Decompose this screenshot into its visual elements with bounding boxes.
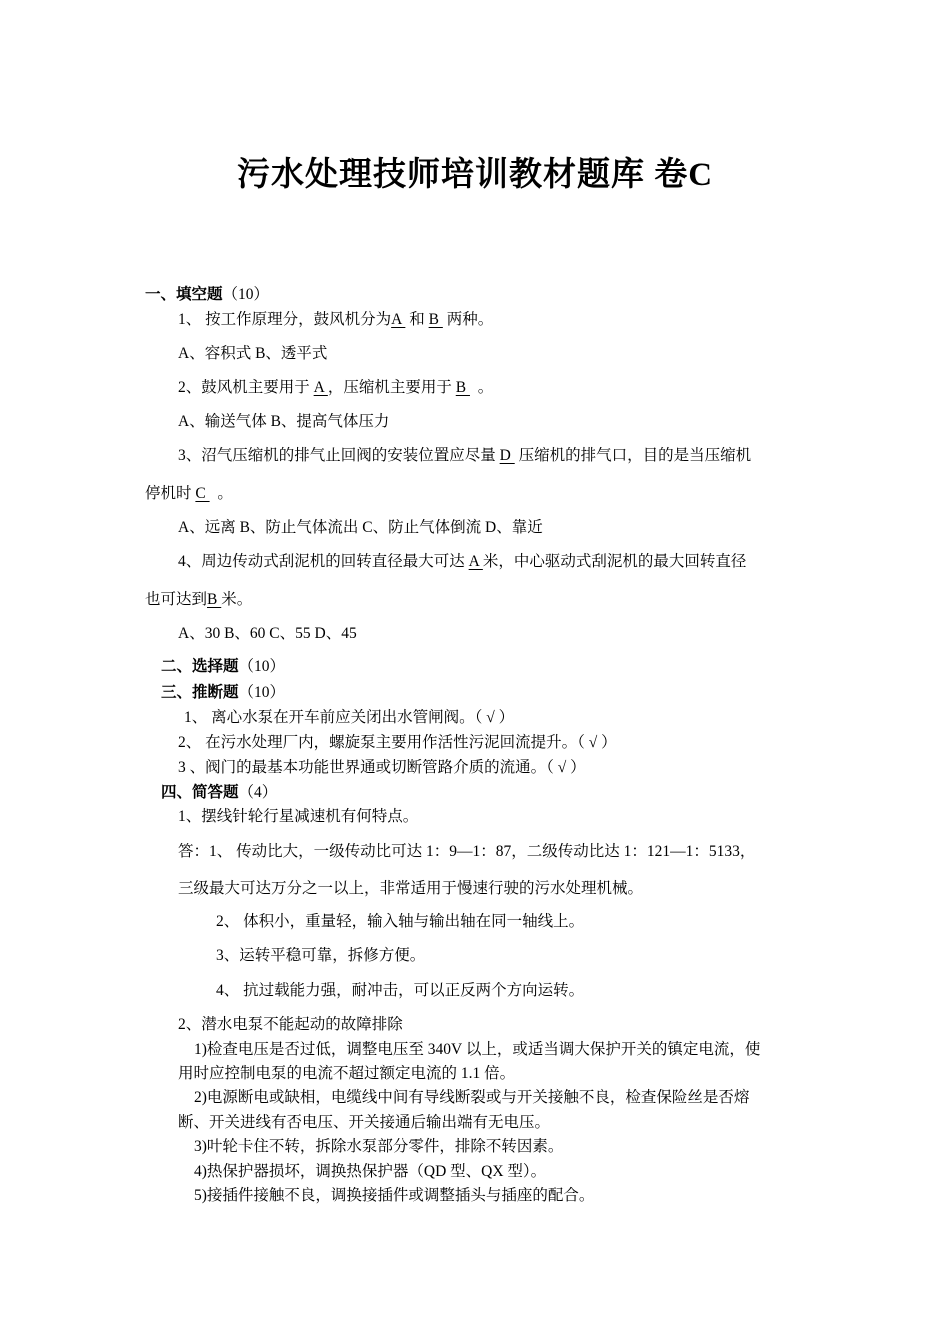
section-score: （10）: [222, 286, 270, 303]
judgment-3: 3 、阀门的最基本功能世界通或切断管路介质的流通。（ √ ）: [178, 759, 586, 776]
answer-2-item-2-cont: 断、开关进线有否电压、开关接通后输出端有无电压。: [178, 1114, 551, 1131]
answer-2-item-2: 2)电源断电或缺相，电缆线中间有导线断裂或与开关接触不良，检查保险丝是否熔: [194, 1089, 750, 1106]
section-fill-blank: [145, 285, 269, 305]
answer-blank: B: [455, 379, 470, 396]
question-3-line-2: 停机时 C 。: [145, 485, 233, 502]
section-score: （10）: [238, 684, 286, 701]
answer-1-point-3: 3、运转平稳可靠，拆修方便。: [216, 947, 426, 964]
section-heading: 一、填空题: [145, 286, 223, 303]
judgment-2: 2、 在污水处理厂内，螺旋泵主要用作活性污泥回流提升。（ √ ）: [178, 734, 617, 751]
section-score: （4）: [238, 784, 278, 801]
question-2-options: A、输送气体 B、提高气体压力: [178, 413, 390, 430]
section-true-false: [161, 683, 285, 703]
short-question-2: 2、潜水电泵不能起动的故障排除: [178, 1016, 403, 1033]
answer-1-point-1: 答：1、 传动比大，一级传动比可达 1：9—1：87，二级传动比达 1：121—1：5133，: [178, 843, 756, 860]
answer-blank: C: [195, 485, 210, 502]
section-score: （10）: [238, 658, 286, 675]
answer-blank: A: [391, 311, 406, 328]
question-4-line-1: 4、周边传动式刮泥机的回转直径最大可达 A 米，中心驱动式刮泥机的最大回转直径: [178, 553, 747, 570]
short-question-1: 1、摆线针轮行星减速机有何特点。: [178, 808, 419, 825]
question-1: 1、 按工作原理分，鼓风机分为A 和 B 两种。: [178, 311, 494, 328]
question-1-options: A、容积式 B、透平式: [178, 345, 328, 362]
section-heading: 三、推断题: [161, 684, 239, 701]
answer-2-item-1: 1)检查电压是否过低，调整电压至 340V 以上，或适当调大保护开关的镇定电流，使: [194, 1041, 761, 1058]
section-heading: 四、简答题: [161, 784, 239, 801]
answer-blank: A: [313, 379, 328, 396]
section-multiple-choice: [161, 657, 285, 677]
judgment-1: 1、 离心水泵在开车前应关闭出水管闸阀。（ √ ）: [184, 709, 515, 726]
answer-blank: B: [428, 311, 443, 328]
answer-blank: B: [207, 591, 222, 608]
answer-1-point-4: 4、 抗过载能力强，耐冲击，可以正反两个方向运转。: [216, 982, 585, 999]
answer-blank: A: [468, 553, 483, 570]
answer-2-item-3: 3)叶轮卡住不转，拆除水泵部分零件，排除不转因素。: [194, 1138, 564, 1155]
question-2: 2、鼓风机主要用于 A ，压缩机主要用于 B 。: [178, 379, 494, 396]
section-short-answer: [161, 783, 277, 803]
question-4-options: A、30 B、60 C、55 D、45: [178, 625, 357, 642]
answer-2-item-4: 4)热保护器损坏，调换热保护器（QD 型、QX 型）。: [194, 1163, 547, 1180]
section-heading: 二、选择题: [161, 658, 239, 675]
answer-blank: D: [499, 447, 515, 464]
question-4-line-2: 也可达到B 米。: [145, 591, 253, 608]
question-3-options: A、远离 B、防止气体流出 C、防止气体倒流 D、靠近: [178, 519, 543, 536]
answer-1-point-2: 2、 体积小，重量轻，输入轴与输出轴在同一轴线上。: [216, 913, 585, 930]
document-title: 污水处理技师培训教材题库 卷C: [236, 157, 714, 193]
answer-2-item-1-cont: 用时应控制电泵的电流不超过额定电流的 1.1 倍。: [178, 1065, 516, 1082]
question-3-line-1: 3、沼气压缩机的排气止回阀的安装位置应尽量 D 压缩机的排气口，目的是当压缩机: [178, 447, 752, 464]
answer-1-point-1-cont: 三级最大可达万分之一以上，非常适用于慢速行驶的污水处理机械。: [178, 880, 644, 897]
answer-2-item-5: 5)接插件接触不良，调换接插件或调整插头与插座的配合。: [194, 1187, 595, 1204]
